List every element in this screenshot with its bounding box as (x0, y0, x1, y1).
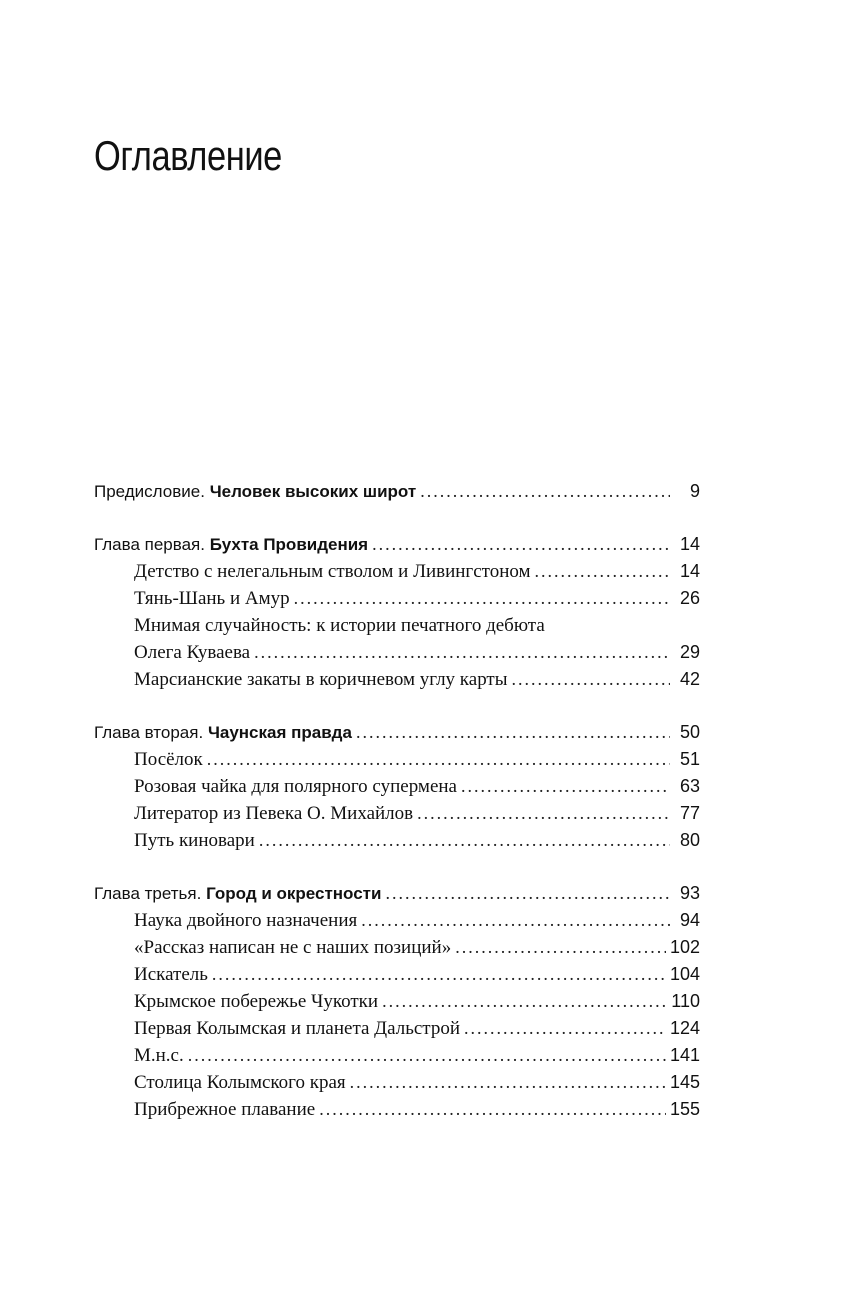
toc-chapter-title: Чаунская правда (207, 723, 352, 742)
toc-section-title: Тянь-Шань и Амур (134, 588, 290, 609)
toc-section[interactable] (94, 1042, 700, 1069)
dot-leader (361, 907, 670, 934)
toc-section[interactable] (94, 558, 700, 585)
toc-page-number: 104 (669, 964, 700, 984)
toc-section-title: Розовая чайка для полярного супермена (134, 776, 457, 797)
toc-page-number: 9 (689, 481, 700, 501)
toc-section[interactable] (94, 746, 700, 773)
toc-chapter-prefix: Глава вторая. (94, 723, 204, 742)
toc-section-title: Крымское побережье Чукотки (134, 991, 379, 1012)
toc-section-title: «Рассказ написан не с наших позиций» (134, 937, 452, 958)
dot-leader (259, 827, 670, 854)
toc-section-title: Первая Колымская и планета Дальстрой (134, 1018, 461, 1039)
toc-chapter-3[interactable] (94, 880, 700, 907)
dot-leader (254, 639, 670, 666)
toc-page-number: 141 (669, 1045, 700, 1065)
toc-page-number: 155 (669, 1099, 700, 1119)
dot-leader (207, 746, 670, 773)
table-of-contents (94, 478, 700, 1123)
dot-leader (382, 988, 667, 1015)
toc-chapter-title: Бухта Провидения (209, 535, 369, 554)
toc-page-number: 63 (679, 776, 700, 796)
toc-page-number: 51 (679, 749, 700, 769)
dot-leader (512, 666, 670, 693)
toc-section-title: Детство с нелегальным стволом и Ливингстоном (134, 561, 531, 582)
toc-page-number: 102 (669, 937, 700, 957)
toc-page-number: 77 (679, 803, 700, 823)
dot-leader (461, 773, 670, 800)
dot-leader (420, 478, 670, 505)
toc-entry-title: Человек высоких широт (209, 482, 417, 501)
dot-leader (385, 880, 670, 907)
toc-entry-preface[interactable] (94, 478, 700, 505)
toc-chapter-prefix: Глава первая. (94, 535, 205, 554)
toc-section-title: Посёлок (134, 749, 203, 770)
toc-chapter-title: Город и окрестности (206, 884, 382, 903)
dot-leader (464, 1015, 666, 1042)
toc-chapter-2[interactable] (94, 719, 700, 746)
toc-page-number: 80 (679, 830, 700, 850)
toc-section[interactable] (94, 907, 700, 934)
toc-section[interactable] (94, 1069, 700, 1096)
toc-page-number: 29 (679, 642, 700, 662)
toc-section-line1[interactable] (94, 612, 700, 639)
dot-leader (319, 1096, 666, 1123)
toc-entry-prefix: Предисловие. (94, 482, 205, 501)
toc-section[interactable] (94, 773, 700, 800)
toc-section[interactable] (94, 827, 700, 854)
toc-section[interactable] (94, 1015, 700, 1042)
toc-page-number: 145 (669, 1072, 700, 1092)
toc-page-number: 93 (679, 883, 700, 903)
page-title: Оглавление (94, 132, 282, 179)
toc-section[interactable] (94, 1096, 700, 1123)
dot-leader (417, 800, 670, 827)
toc-chapter-1[interactable] (94, 531, 700, 558)
dot-leader (294, 585, 670, 612)
dot-leader (212, 961, 666, 988)
toc-section[interactable] (94, 988, 700, 1015)
toc-chapter-prefix: Глава третья. (94, 884, 202, 903)
toc-section-title: Олега Куваева (134, 642, 251, 663)
toc-section[interactable] (94, 585, 700, 612)
toc-page-number: 50 (679, 722, 700, 742)
toc-page-number: 94 (679, 910, 700, 930)
toc-section-title: Литератор из Певека О. Михайлов (134, 803, 414, 824)
toc-section-title: Путь киновари (134, 830, 255, 851)
toc-page-number: 124 (669, 1018, 700, 1038)
dot-leader (350, 1069, 666, 1096)
toc-page-number: 14 (679, 534, 700, 554)
dot-leader (535, 558, 670, 585)
toc-section-title: М.н.с. (134, 1045, 184, 1066)
toc-section-title: Искатель (134, 964, 208, 985)
dot-leader (455, 934, 666, 961)
dot-leader (372, 531, 670, 558)
toc-section[interactable] (94, 639, 700, 666)
toc-section[interactable] (94, 934, 700, 961)
dot-leader (356, 719, 670, 746)
toc-section[interactable] (94, 666, 700, 693)
toc-section-title: Наука двойного назначения (134, 910, 358, 931)
toc-section[interactable] (94, 800, 700, 827)
toc-section-title: Столица Колымского края (134, 1072, 346, 1093)
toc-page-number: 110 (671, 991, 700, 1011)
toc-page-number: 26 (679, 588, 700, 608)
toc-page-number: 14 (679, 561, 700, 581)
toc-page-number: 42 (679, 669, 700, 689)
dot-leader (188, 1042, 666, 1069)
toc-section-title: Прибрежное плавание (134, 1099, 316, 1120)
toc-section-title: Марсианские закаты в коричневом углу карты (134, 669, 508, 690)
toc-section[interactable] (94, 961, 700, 988)
toc-section-title-line1: Мнимая случайность: к истории печатного дебюта (134, 615, 545, 636)
